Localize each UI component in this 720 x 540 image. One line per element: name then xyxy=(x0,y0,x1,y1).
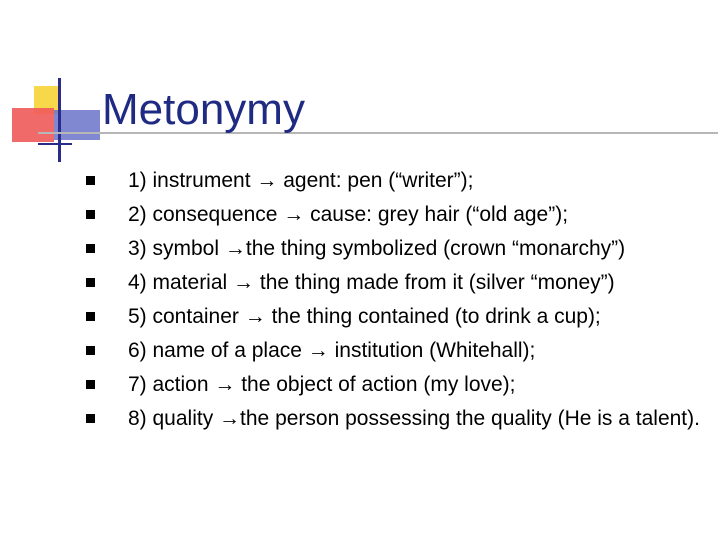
logo-horizontal-line xyxy=(38,143,72,145)
square-bullet-icon xyxy=(86,278,95,287)
list-item xyxy=(86,198,706,232)
list-item-text: 1) instrument → agent: pen (“writer”); xyxy=(128,169,474,192)
slide-title: Metonymy xyxy=(102,85,305,134)
logo-red-square xyxy=(12,108,54,142)
logo-vertical-line xyxy=(58,78,61,162)
square-bullet-icon xyxy=(86,312,95,321)
list-item xyxy=(86,334,706,368)
square-bullet-icon xyxy=(86,346,95,355)
list-item-text: 3) symbol →the thing symbolized (crown “monarchy”) xyxy=(128,237,626,260)
list-item xyxy=(86,368,706,402)
list-item-text: 2) consequence → cause: grey hair (“old age”); xyxy=(128,203,569,226)
list-item-text: 5) container → the thing contained (to drink a cup); xyxy=(128,305,601,328)
list-item xyxy=(86,300,706,334)
list-item-text: 7) action → the object of action (my love); xyxy=(128,373,516,396)
list-item-text: 8) quality →the person possessing the quality (He is a talent). xyxy=(128,407,700,430)
list-item xyxy=(86,164,706,198)
square-bullet-icon xyxy=(86,176,95,185)
list-item xyxy=(86,402,706,436)
list-item-text: 6) name of a place → institution (Whitehall); xyxy=(128,339,536,362)
square-bullet-icon xyxy=(86,380,95,389)
bullet-list xyxy=(86,164,706,436)
square-bullet-icon xyxy=(86,210,95,219)
list-item xyxy=(86,266,706,300)
square-bullet-icon xyxy=(86,414,95,423)
square-bullet-icon xyxy=(86,244,95,253)
list-item xyxy=(86,232,706,266)
list-item-text: 4) material → the thing made from it (silver “money”) xyxy=(128,271,615,294)
